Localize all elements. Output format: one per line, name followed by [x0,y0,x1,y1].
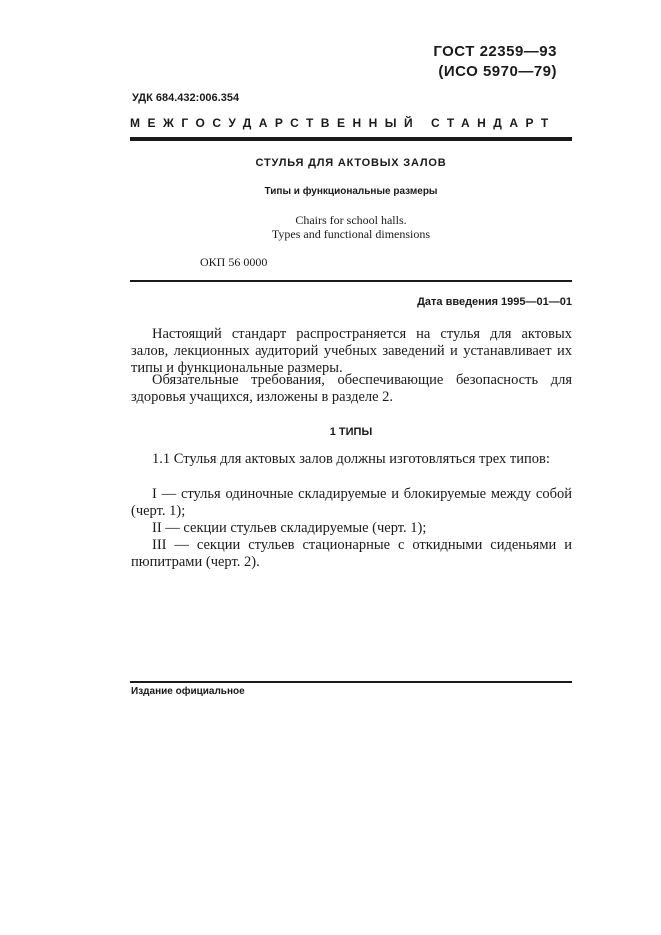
footer-rule [130,681,572,683]
type-item-2: II — секции стульев складируемые (черт. 1); [152,520,427,536]
interstate-standard-banner: МЕЖГОСУДАРСТВЕННЫЙ СТАНДАРТ [130,116,556,130]
introduction-date: Дата введения 1995—01—01 [417,296,572,308]
safety-requirements-paragraph: Обязательные требования, обеспечивающие безопасность для здоровья учащихся, изложены в разделе 2. [131,372,572,405]
section-heading: 1 ТИПЫ [329,426,373,438]
type-item-3: III — секции стульев стационарные с откидными сиденьями и пюпитрами (черт. 2). [131,537,572,570]
english-title-line-2: Types and functional dimensions [271,227,431,241]
document-subtitle: Типы и функциональные размеры [264,186,438,197]
okp-code: ОКП 56 0000 [200,255,268,269]
scope-paragraph: Настоящий стандарт распространяется на стулья для актовых залов, лекционных аудиторий учебных заведений и устанавливает их типы и функциональные размеры. [131,326,572,376]
clause-1-1: 1.1 Стулья для актовых залов должны изготовляться трех типов: [152,451,550,467]
title-block-rule [130,280,572,282]
official-edition-note: Издание официальное [131,686,245,697]
gost-number: ГОСТ 22359—93 [433,43,557,60]
iso-number: (ИСО 5970—79) [438,63,557,80]
type-item-1: I — стулья одиночные складируемые и блокируемые между собой (черт. 1); [131,486,572,519]
banner-rule [130,137,572,141]
english-title-block [130,213,572,241]
document-title: СТУЛЬЯ ДЛЯ АКТОВЫХ ЗАЛОВ [255,157,447,169]
english-title-line-1: Chairs for school halls. [295,213,407,227]
udk-code: УДК 684.432:006.354 [132,92,240,104]
document-designation [433,42,557,82]
